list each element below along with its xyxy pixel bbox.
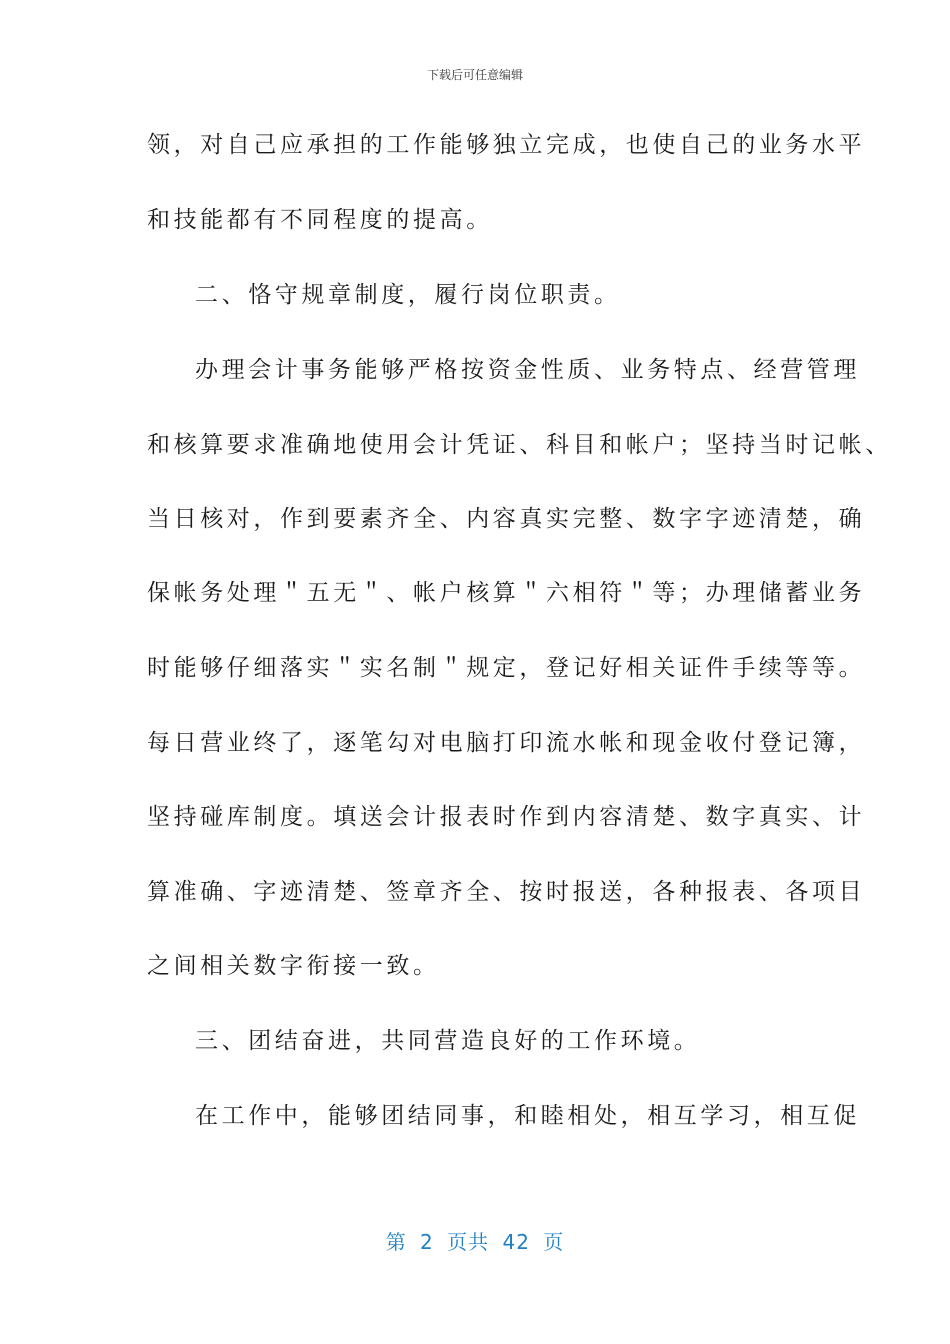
text-line: 之间相关数字衔接一致。 bbox=[147, 953, 440, 979]
text-line: 在工作中，能够团结同事，和睦相处，相互学习，相互促 bbox=[195, 1103, 860, 1129]
text-line: 当日核对，作到要素齐全、内容真实完整、数字字迹清楚，确 bbox=[147, 506, 866, 532]
text-line: 坚持碰库制度。填送会计报表时作到内容清楚、数字真实、计 bbox=[147, 804, 866, 830]
text-line: 每日营业终了，逐笔勾对电脑打印流水帐和现金收付登记簿， bbox=[147, 730, 866, 756]
text-line: 保帐务处理＂五无＂、帐户核算＂六相符＂等；办理储蓄业务 bbox=[147, 580, 866, 606]
text-line: 办理会计事务能够严格按资金性质、业务特点、经营管理 bbox=[195, 357, 860, 383]
text-line: 时能够仔细落实＂实名制＂规定，登记好相关证件手续等等。 bbox=[147, 655, 866, 681]
header-note: 下载后可任意编辑 bbox=[426, 68, 523, 82]
section-heading: 二、恪守规章制度，履行岗位职责。 bbox=[195, 282, 621, 308]
text-line: 和核算要求准确地使用会计凭证、科目和帐户；坚持当时记帐、 bbox=[147, 432, 892, 458]
text-line: 和技能都有不同程度的提高。 bbox=[147, 207, 493, 233]
section-heading: 三、团结奋进，共同营造良好的工作环境。 bbox=[195, 1028, 701, 1054]
page-number-footer: 第 2 页共 42 页 bbox=[385, 1230, 565, 1254]
text-line: 算准确、字迹清楚、签章齐全、按时报送，各种报表、各项目 bbox=[147, 879, 866, 905]
text-line: 领，对自己应承担的工作能够独立完成，也使自己的业务水平 bbox=[147, 132, 866, 158]
